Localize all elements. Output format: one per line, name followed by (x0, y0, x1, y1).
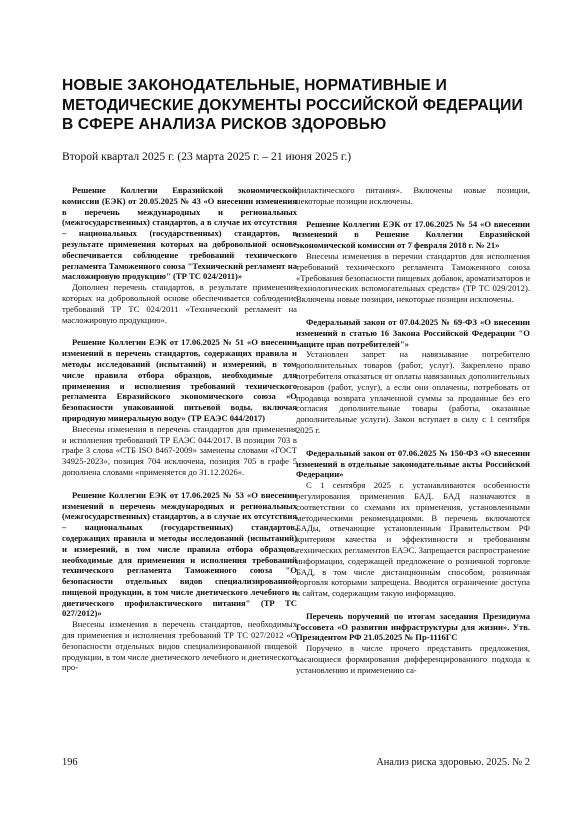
document-summary: Внесены изменения в перечень стандартов для применения и исполнения требований ТР ЕАЭС 044/2017. В позиции 703 в графе 3 слова «СТБ ISO 8467-2009» заменены словами «ГОСТ 34925-2023», позиция 704 исключена, позиция 705 в графе 5 дополнена словами «применяется до 31.12.2026». (62, 423, 297, 477)
document-heading: Федеральный закон от 07.06.2025 № 150-ФЗ «О внесении изменений в отдельные законодательные акты Российской Федерации» (296, 447, 530, 480)
document-entry (296, 448, 530, 599)
document-summary: Дополнен перечень стандартов, в результате применения которых на добровольной основе обеспечивается соблюдение требований ТР ТС 024/2011 «Технический регламент на масложировую продукцию». (62, 282, 297, 325)
document-summary: С 1 сентября 2025 г. устанавливаются особенности регулирования применения БАД. БАД назначаются в соответствии со схемами их применения, установленными методическими рекомендациями. В перечень включаются БАДы, отвечающие установленным Правительством РФ критериям качества и эффективности и требованиям технических регламентов ЕАЭС. Запрещается распространение информации, содержащей предложение о розничной торговле БАД, в том числе дистанционным способом, розничная торговля которыми запрещена. Вводится ограничение доступа к сайтам, содержащим такую информацию. (296, 480, 530, 599)
document-heading: Решение Коллегии ЕЭК от 17.06.2025 № 51 «О внесении изменений в перечень стандартов, содержащих правила и методы исследований (испытаний) и измерений, в том числе правила отбора образцов, необходимые для применения и исполнения требований технического регламента Евразийского экономического союза «О безопасности упакованной питьевой воды, включая природную минеральную воду» (ТР ЕАЭС 044/2017) (62, 337, 297, 423)
left-column (62, 185, 297, 685)
page-title: НОВЫЕ ЗАКОНОДАТЕЛЬНЫЕ, НОРМАТИВНЫЕ И МЕТОДИЧЕСКИЕ ДОКУМЕНТЫ РОССИЙСКОЙ ФЕДЕРАЦИИ В СФЕРЕ АНАЛИЗА РИСКОВ ЗДОРОВЬЮ (62, 77, 523, 134)
document-entry (62, 337, 297, 477)
right-column (296, 185, 530, 688)
document-summary-continued: филактического питания». Включены новые позиции, некоторые позиции исключены. (296, 185, 530, 206)
period-subtitle: Второй квартал 2025 г. (23 марта 2025 г. – 21 июня 2025 г.) (62, 150, 352, 163)
document-entry (296, 219, 530, 305)
document-heading: Решение Коллегии Евразийской экономической комиссии (ЕЭК) от 20.05.2025 № 43 «О внесении изменения в перечень международных и региональных (межгосударственных) стандартов, а в случае их отсутствия – национальных (государственных) стандартов, в результате применения которых на добровольной основе обеспечивается соблюдение требований технического регламента Таможенного союза "Технический регламент на масложировую продукцию" (ТР ТС 024/2011)» (62, 185, 297, 282)
document-entry (62, 185, 297, 325)
document-heading: Перечень поручений по итогам заседания Президиума Госсовета «О развитии инфраструктуры для жизни». Утв. Президентом РФ 21.05.2025 № Пр-1116ГС (296, 610, 530, 643)
document-entry (296, 317, 530, 436)
document-summary: Установлен запрет на навязывание потребителю дополнительных товаров (работ, услуг). Закреплено право потребителя отказаться от оплаты навязанных дополнительных товаров (работ, услуг), а если они оплачены, потребовать от продавца возврата уплаченной суммы за проданные без его согласия дополнительные товары (работы, оказанные дополнительные услуги). Закон вступает в силу с 1 сентября 2025 г. (296, 349, 530, 435)
journal-citation: Анализ риска здоровью. 2025. № 2 (376, 757, 530, 768)
document-summary: Внесены изменения в перечни стандартов для исполнения требований технического регламента Таможенного союза «Требования безопасности пищевых добавок, ароматизаторов и технологических вспомогательных средств» (ТР ТС 029/2012). Включены новые позиции, некоторые позиции исключены. (296, 250, 530, 305)
document-heading: Решение Коллегии ЕЭК от 17.06.2025 № 54 «О внесении изменений в Решение Коллегии Евразийской экономической комиссии от 7 февраля 2018 г. № 21» (296, 218, 530, 251)
document-entry-continued (296, 185, 530, 207)
document-entry (62, 490, 297, 674)
document-summary: Внесены изменения в перечень стандартов, необходимых для применения и исполнения требований ТР ТС 027/2012 «О безопасности отдельных видов специализированной пищевой продукции, в том числе диетического лечебного и диетического про- (62, 619, 297, 673)
document-entry (296, 611, 530, 676)
page-number: 196 (62, 757, 78, 768)
document-heading: Решение Коллегии ЕЭК от 17.06.2025 № 53 «О внесении изменений в перечень международных и региональных (межгосударственных) стандартов, а в случае их отсутствия – национальных (государственных) стандартов, содержащих правила и методы исследований (испытаний) и измерений, в том числе правила отбора образцов, необходимые для применения и исполнения требований технического регламента Таможенного союза "О безопасности отдельных видов специализированной пищевой продукции, в том числе диетического лечебного и диетического профилактического питания" (ТР ТС 027/2012)» (62, 489, 297, 619)
document-summary: Поручено в числе прочего представить предложения, касающиеся формирования дифференцированного подхода к установлению и применению са- (296, 643, 530, 675)
document-heading: Федеральный закон от 07.04.2025 № 69-ФЗ «О внесении изменений в статью 16 Закона Российской Федерации "О защите прав потребителей"» (296, 316, 530, 349)
